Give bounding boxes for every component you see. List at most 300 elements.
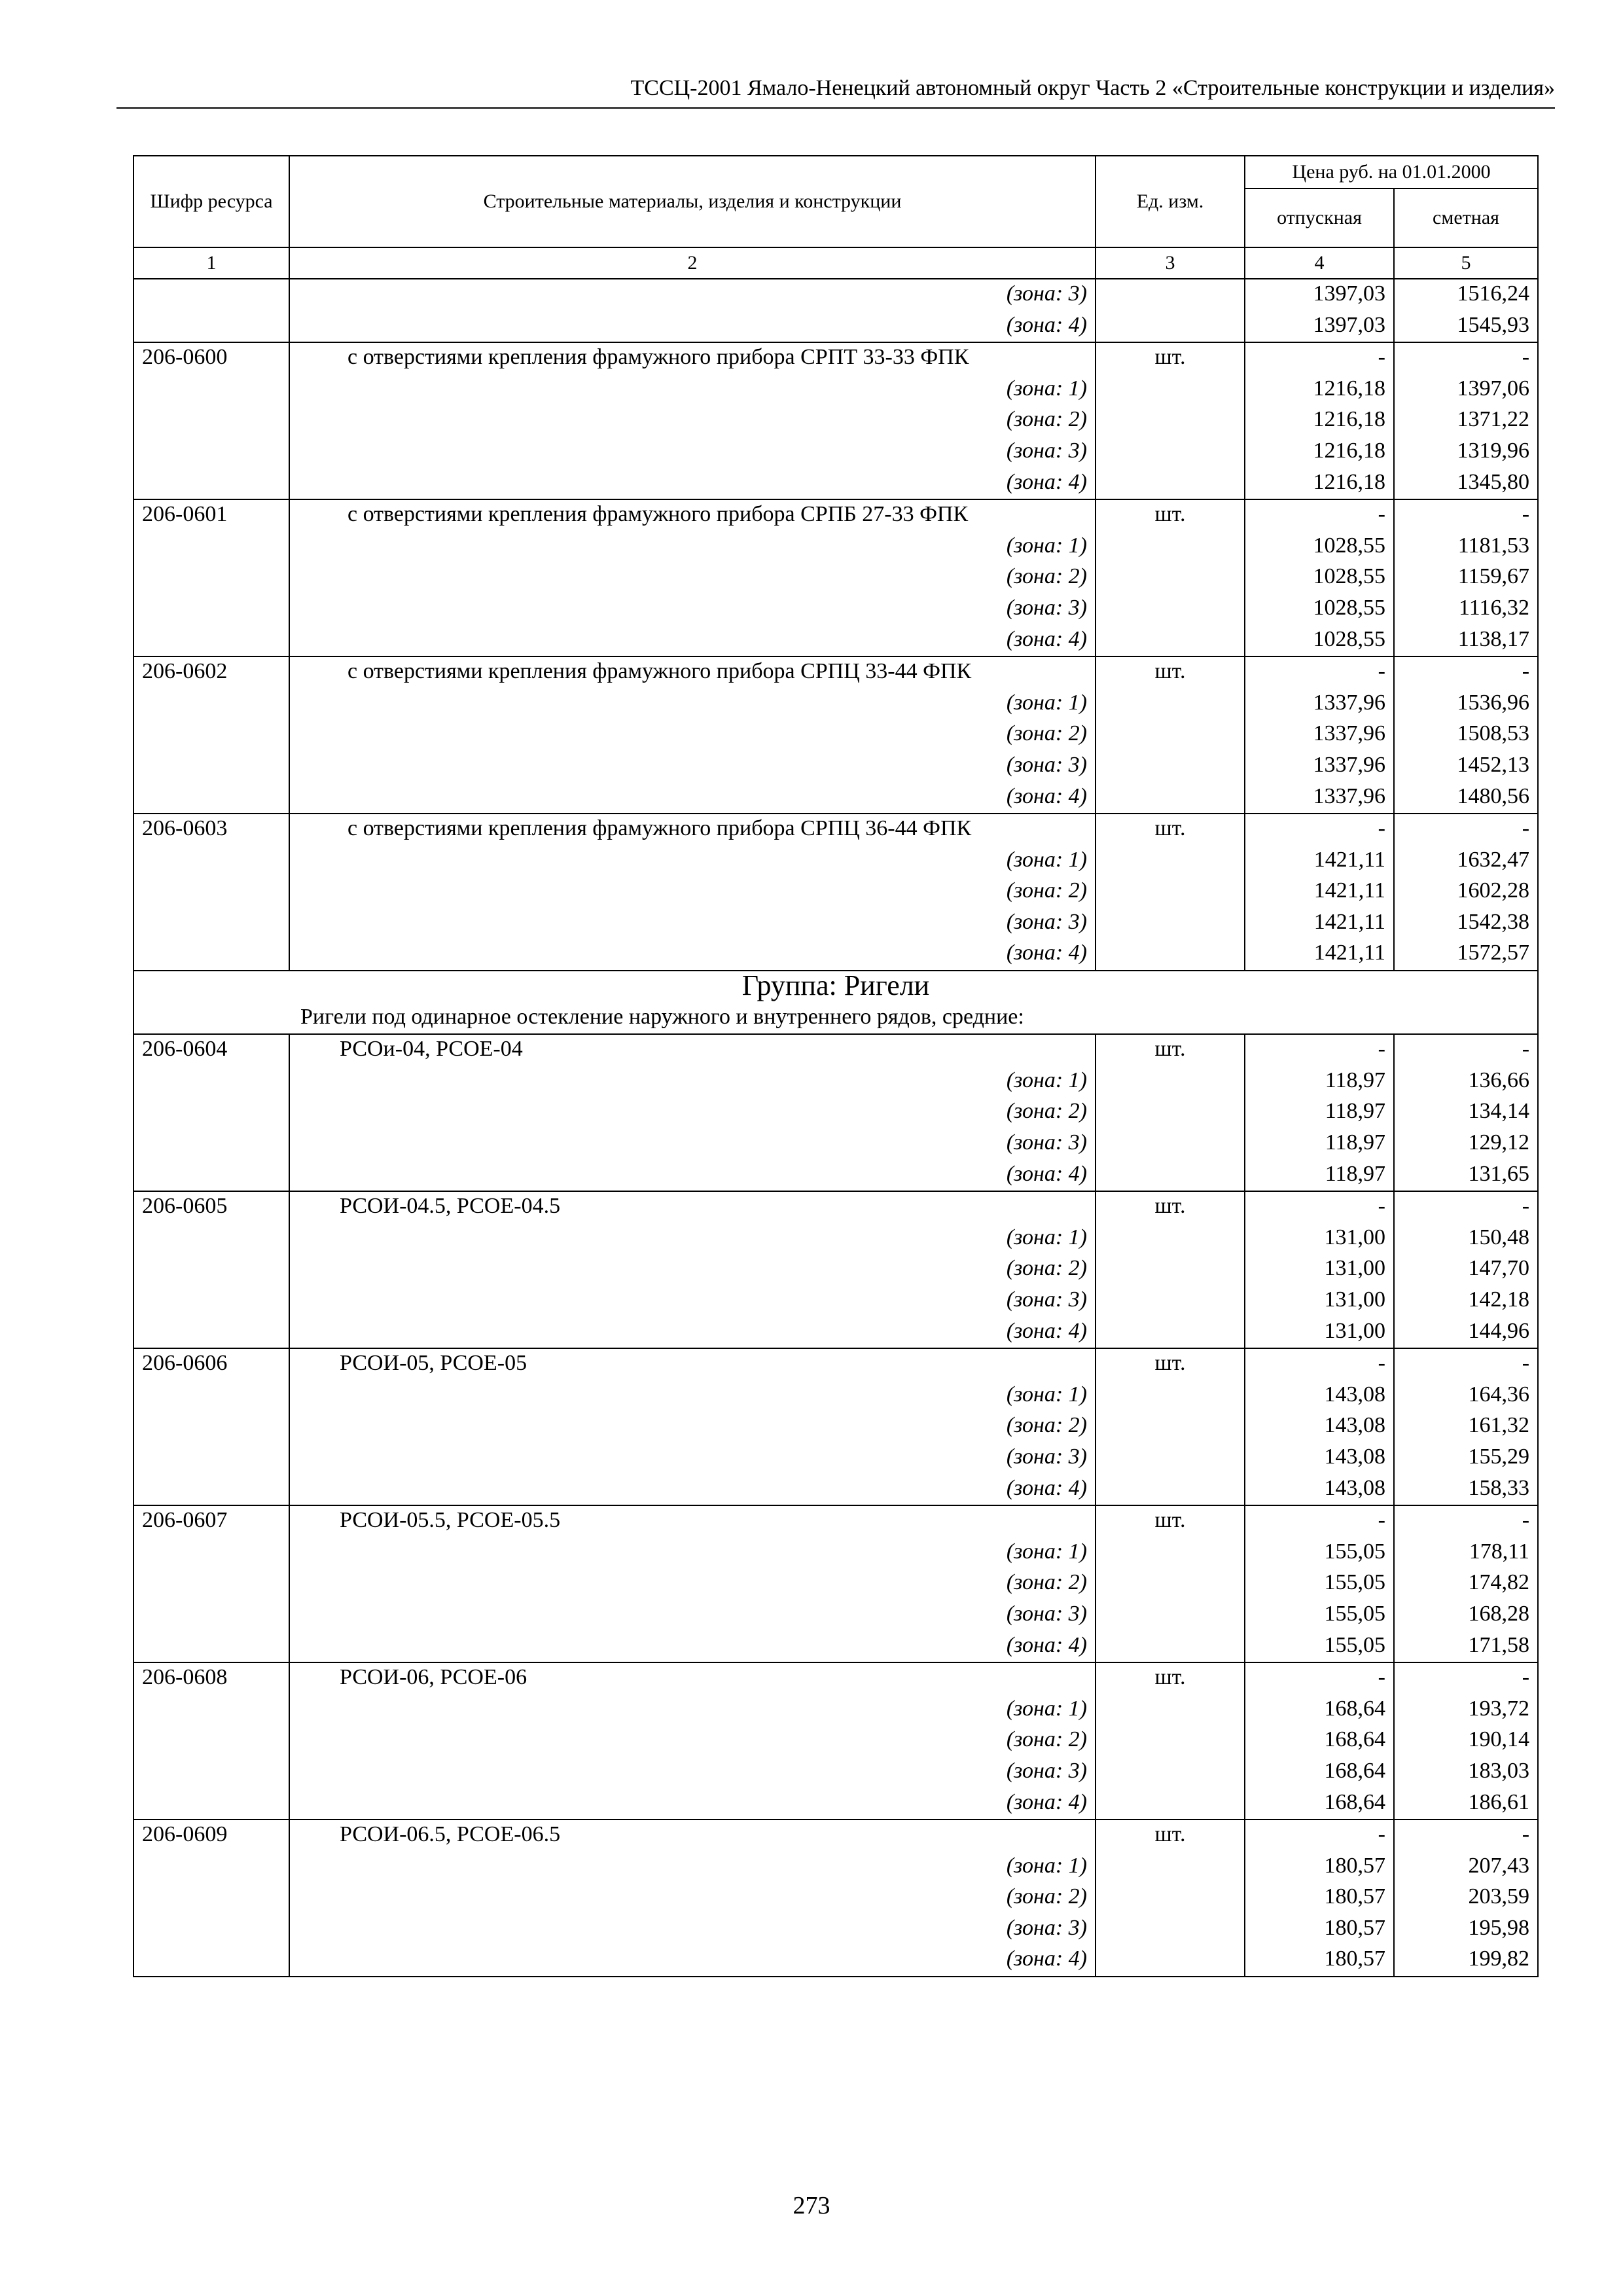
zone-row xyxy=(134,939,1538,971)
unit-cell xyxy=(1096,1852,1245,1883)
estimate-price: - xyxy=(1394,1662,1538,1695)
zone-row xyxy=(134,1474,1538,1506)
release-price: 168,64 xyxy=(1245,1788,1394,1820)
item-name: РСОИ-05.5, РСОЕ-05.5 xyxy=(289,1505,1096,1537)
zone-label: (зона: 3) xyxy=(289,1443,1096,1474)
release-price: - xyxy=(1245,1820,1394,1852)
release-price: 180,57 xyxy=(1245,1882,1394,1914)
unit-cell xyxy=(1096,437,1245,468)
resource-code: 206-0606 xyxy=(134,1348,289,1380)
unit-cell: шт. xyxy=(1096,1820,1245,1852)
unit-cell xyxy=(1096,1254,1245,1285)
estimate-price: 161,32 xyxy=(1394,1411,1538,1443)
unit-cell: шт. xyxy=(1096,1348,1245,1380)
zone-label: (зона: 1) xyxy=(289,1380,1096,1412)
estimate-price: 1572,57 xyxy=(1394,939,1538,971)
zone-row xyxy=(134,689,1538,720)
code-cell xyxy=(134,846,289,877)
code-cell xyxy=(134,1411,289,1443)
zone-label: (зона: 3) xyxy=(289,279,1096,311)
unit-cell xyxy=(1096,1411,1245,1443)
zone-label: (зона: 3) xyxy=(289,437,1096,468)
release-price: 180,57 xyxy=(1245,1945,1394,1977)
code-cell xyxy=(134,1474,289,1506)
zone-label: (зона: 4) xyxy=(289,625,1096,657)
code-cell xyxy=(134,1097,289,1128)
resource-code: 206-0604 xyxy=(134,1034,289,1066)
unit-cell: шт. xyxy=(1096,1505,1245,1537)
estimate-price: 1508,53 xyxy=(1394,719,1538,751)
estimate-price: - xyxy=(1394,656,1538,689)
estimate-price: 174,82 xyxy=(1394,1568,1538,1600)
estimate-price: - xyxy=(1394,1505,1538,1537)
release-price: 180,57 xyxy=(1245,1852,1394,1883)
zone-row xyxy=(134,1600,1538,1631)
estimate-price: 1159,67 xyxy=(1394,562,1538,594)
estimate-price: 1545,93 xyxy=(1394,311,1538,343)
zone-row xyxy=(134,1757,1538,1788)
zone-label: (зона: 3) xyxy=(289,908,1096,939)
release-price: 168,64 xyxy=(1245,1725,1394,1757)
zone-row xyxy=(134,908,1538,939)
code-cell xyxy=(134,468,289,500)
zone-row xyxy=(134,1380,1538,1412)
zone-label: (зона: 3) xyxy=(289,594,1096,625)
release-price: 1337,96 xyxy=(1245,751,1394,782)
zone-row xyxy=(134,876,1538,908)
code-cell xyxy=(134,625,289,657)
zone-row xyxy=(134,1411,1538,1443)
estimate-price: 150,48 xyxy=(1394,1223,1538,1255)
zone-row xyxy=(134,1537,1538,1569)
unit-cell xyxy=(1096,908,1245,939)
zone-row xyxy=(134,1725,1538,1757)
estimate-price: 203,59 xyxy=(1394,1882,1538,1914)
release-price: 1216,18 xyxy=(1245,468,1394,500)
release-price: 1421,11 xyxy=(1245,846,1394,877)
item-name: с отверстиями крепления фрамужного прибора СРПЦ 33-44 ФПК xyxy=(289,656,1096,689)
unit-cell: шт. xyxy=(1096,814,1245,846)
unit-cell xyxy=(1096,1097,1245,1128)
estimate-price: 1602,28 xyxy=(1394,876,1538,908)
unit-cell: шт. xyxy=(1096,1034,1245,1066)
zone-label: (зона: 4) xyxy=(289,1160,1096,1192)
release-price: - xyxy=(1245,656,1394,689)
estimate-price: 147,70 xyxy=(1394,1254,1538,1285)
zone-label: (зона: 3) xyxy=(289,751,1096,782)
code-cell xyxy=(134,1443,289,1474)
release-price: 1421,11 xyxy=(1245,939,1394,971)
unit-cell xyxy=(1096,594,1245,625)
release-price: - xyxy=(1245,1662,1394,1695)
release-price: 1397,03 xyxy=(1245,279,1394,311)
code-cell xyxy=(134,939,289,971)
zone-row xyxy=(134,846,1538,877)
item-name: РСОи-04, РСОЕ-04 xyxy=(289,1034,1096,1066)
table-body-group xyxy=(134,971,1538,1034)
unit-cell xyxy=(1096,1945,1245,1977)
zone-label: (зона: 1) xyxy=(289,374,1096,406)
release-price: 1028,55 xyxy=(1245,625,1394,657)
unit-cell xyxy=(1096,846,1245,877)
code-cell xyxy=(134,311,289,343)
estimate-price: - xyxy=(1394,1191,1538,1223)
unit-cell xyxy=(1096,1695,1245,1726)
release-price: 118,97 xyxy=(1245,1066,1394,1098)
code-cell xyxy=(134,1254,289,1285)
estimate-price: 183,03 xyxy=(1394,1757,1538,1788)
zone-label: (зона: 4) xyxy=(289,311,1096,343)
zone-label: (зона: 1) xyxy=(289,1223,1096,1255)
estimate-price: 1542,38 xyxy=(1394,908,1538,939)
resource-code: 206-0605 xyxy=(134,1191,289,1223)
zone-row xyxy=(134,1695,1538,1726)
page-number: 273 xyxy=(793,2192,830,2219)
zone-row xyxy=(134,437,1538,468)
estimate-price: 144,96 xyxy=(1394,1317,1538,1349)
estimate-price: - xyxy=(1394,342,1538,374)
group-description-row xyxy=(134,1003,1538,1035)
unit-cell xyxy=(1096,1380,1245,1412)
item-row xyxy=(134,814,1538,846)
estimate-price: 1319,96 xyxy=(1394,437,1538,468)
estimate-price: 178,11 xyxy=(1394,1537,1538,1569)
zone-row xyxy=(134,1945,1538,1977)
zone-label: (зона: 1) xyxy=(289,1066,1096,1098)
release-price: 1337,96 xyxy=(1245,689,1394,720)
estimate-price: 136,66 xyxy=(1394,1066,1538,1098)
unit-cell xyxy=(1096,531,1245,563)
header-title: ТССЦ-2001 Ямало-Ненецкий автономный округ Часть 2 «Строительные конструкции и изделия» xyxy=(630,76,1555,100)
code-cell xyxy=(134,1223,289,1255)
release-price: 118,97 xyxy=(1245,1160,1394,1192)
release-price: - xyxy=(1245,342,1394,374)
zone-label: (зона: 4) xyxy=(289,782,1096,814)
release-price: - xyxy=(1245,814,1394,846)
estimate-price: 168,28 xyxy=(1394,1600,1538,1631)
release-price: 155,05 xyxy=(1245,1631,1394,1663)
unit-cell xyxy=(1096,1725,1245,1757)
page-header xyxy=(116,73,1555,109)
zone-row xyxy=(134,1160,1538,1192)
estimate-price: 1138,17 xyxy=(1394,625,1538,657)
code-cell xyxy=(134,1882,289,1914)
item-row xyxy=(134,656,1538,689)
zone-label: (зона: 3) xyxy=(289,1914,1096,1945)
release-price: 1216,18 xyxy=(1245,437,1394,468)
zone-label: (зона: 4) xyxy=(289,1631,1096,1663)
resource-code: 206-0608 xyxy=(134,1662,289,1695)
column-header-estimate: сметная xyxy=(1394,188,1538,247)
zone-row xyxy=(134,468,1538,500)
release-price: 1421,11 xyxy=(1245,908,1394,939)
item-row xyxy=(134,342,1538,374)
code-cell xyxy=(134,1695,289,1726)
resource-code: 206-0602 xyxy=(134,656,289,689)
zone-label: (зона: 2) xyxy=(289,719,1096,751)
estimate-price: - xyxy=(1394,1820,1538,1852)
estimate-price: 158,33 xyxy=(1394,1474,1538,1506)
table-body-frame-devices xyxy=(134,279,1538,971)
unit-cell xyxy=(1096,1600,1245,1631)
zone-row xyxy=(134,1882,1538,1914)
code-cell xyxy=(134,1317,289,1349)
zone-row xyxy=(134,751,1538,782)
release-price: 118,97 xyxy=(1245,1097,1394,1128)
estimate-price: 131,65 xyxy=(1394,1160,1538,1192)
zone-row xyxy=(134,1066,1538,1098)
release-price: 1028,55 xyxy=(1245,531,1394,563)
column-header-name: Строительные материалы, изделия и конструкции xyxy=(289,156,1096,247)
column-header-price-group: Цена руб. на 01.01.2000 xyxy=(1245,156,1538,188)
unit-cell xyxy=(1096,1882,1245,1914)
code-cell xyxy=(134,1568,289,1600)
estimate-price: 164,36 xyxy=(1394,1380,1538,1412)
unit-cell xyxy=(1096,1788,1245,1820)
unit-cell: шт. xyxy=(1096,1662,1245,1695)
unit-cell xyxy=(1096,311,1245,343)
release-price: - xyxy=(1245,499,1394,531)
resource-code: 206-0603 xyxy=(134,814,289,846)
release-price: 131,00 xyxy=(1245,1285,1394,1317)
group-title: Группа: Ригели xyxy=(134,971,1538,1003)
release-price: 131,00 xyxy=(1245,1223,1394,1255)
zone-label: (зона: 4) xyxy=(289,1474,1096,1506)
estimate-price: 155,29 xyxy=(1394,1443,1538,1474)
item-row xyxy=(134,1820,1538,1852)
unit-cell xyxy=(1096,562,1245,594)
release-price: 155,05 xyxy=(1245,1537,1394,1569)
table-body-crossbars xyxy=(134,1034,1538,1977)
code-cell xyxy=(134,531,289,563)
unit-cell: шт. xyxy=(1096,342,1245,374)
estimate-price: - xyxy=(1394,814,1538,846)
group-row xyxy=(134,971,1538,1003)
column-header-code-text: Шифр ресурса xyxy=(150,190,273,212)
zone-row xyxy=(134,279,1538,311)
item-row xyxy=(134,499,1538,531)
resource-code: 206-0601 xyxy=(134,499,289,531)
code-cell xyxy=(134,562,289,594)
release-price: 168,64 xyxy=(1245,1757,1394,1788)
code-cell xyxy=(134,1066,289,1098)
release-price: 1337,96 xyxy=(1245,782,1394,814)
code-cell xyxy=(134,1788,289,1820)
item-name: с отверстиями крепления фрамужного прибора СРПБ 27-33 ФПК xyxy=(289,499,1096,531)
estimate-price: 1632,47 xyxy=(1394,846,1538,877)
item-name: РСОИ-06.5, РСОЕ-06.5 xyxy=(289,1820,1096,1852)
unit-cell xyxy=(1096,1223,1245,1255)
unit-cell xyxy=(1096,876,1245,908)
unit-cell xyxy=(1096,1568,1245,1600)
item-name: с отверстиями крепления фрамужного прибора СРПЦ 36-44 ФПК xyxy=(289,814,1096,846)
code-cell xyxy=(134,594,289,625)
unit-cell xyxy=(1096,1914,1245,1945)
estimate-price: 190,14 xyxy=(1394,1725,1538,1757)
item-name: РСОИ-06, РСОЕ-06 xyxy=(289,1662,1096,1695)
code-cell xyxy=(134,437,289,468)
zone-label: (зона: 2) xyxy=(289,1254,1096,1285)
code-cell xyxy=(134,1725,289,1757)
code-cell xyxy=(134,1600,289,1631)
resource-code: 206-0600 xyxy=(134,342,289,374)
zone-label: (зона: 4) xyxy=(289,1317,1096,1349)
code-cell xyxy=(134,1945,289,1977)
zone-label: (зона: 4) xyxy=(289,939,1096,971)
column-number: 3 xyxy=(1096,247,1245,279)
unit-cell xyxy=(1096,1128,1245,1160)
column-header-unit-text: Ед. изм. xyxy=(1136,190,1204,212)
estimate-price: 1397,06 xyxy=(1394,374,1538,406)
column-number: 2 xyxy=(289,247,1096,279)
unit-cell xyxy=(1096,1757,1245,1788)
zone-row xyxy=(134,1568,1538,1600)
estimate-price: 1536,96 xyxy=(1394,689,1538,720)
item-name: с отверстиями крепления фрамужного прибора СРПТ 33-33 ФПК xyxy=(289,342,1096,374)
zone-label: (зона: 4) xyxy=(289,1945,1096,1977)
estimate-price: 142,18 xyxy=(1394,1285,1538,1317)
estimate-price: 129,12 xyxy=(1394,1128,1538,1160)
unit-cell: шт. xyxy=(1096,1191,1245,1223)
release-price: 1421,11 xyxy=(1245,876,1394,908)
zone-label: (зона: 1) xyxy=(289,1695,1096,1726)
estimate-price: - xyxy=(1394,1348,1538,1380)
zone-label: (зона: 2) xyxy=(289,405,1096,437)
column-header-unit xyxy=(1096,156,1245,247)
column-number: 4 xyxy=(1245,247,1394,279)
zone-label: (зона: 3) xyxy=(289,1600,1096,1631)
column-header-release: отпускная xyxy=(1245,188,1394,247)
estimate-price: 1516,24 xyxy=(1394,279,1538,311)
release-price: - xyxy=(1245,1034,1394,1066)
zone-row xyxy=(134,719,1538,751)
estimate-price: 186,61 xyxy=(1394,1788,1538,1820)
estimate-price: 193,72 xyxy=(1394,1695,1538,1726)
zone-row xyxy=(134,1443,1538,1474)
release-price: 180,57 xyxy=(1245,1914,1394,1945)
estimate-price: 199,82 xyxy=(1394,1945,1538,1977)
release-price: 143,08 xyxy=(1245,1380,1394,1412)
zone-row xyxy=(134,1097,1538,1128)
resource-code: 206-0607 xyxy=(134,1505,289,1537)
zone-label: (зона: 2) xyxy=(289,1568,1096,1600)
release-price: 1216,18 xyxy=(1245,405,1394,437)
item-name: РСОИ-05, РСОЕ-05 xyxy=(289,1348,1096,1380)
price-table xyxy=(133,155,1539,1977)
release-price: 143,08 xyxy=(1245,1474,1394,1506)
code-cell xyxy=(134,1914,289,1945)
code-cell xyxy=(134,751,289,782)
zone-row xyxy=(134,562,1538,594)
estimate-price: 1480,56 xyxy=(1394,782,1538,814)
code-cell xyxy=(134,719,289,751)
release-price: 1028,55 xyxy=(1245,562,1394,594)
estimate-price: - xyxy=(1394,499,1538,531)
zone-label: (зона: 2) xyxy=(289,1725,1096,1757)
unit-cell xyxy=(1096,1474,1245,1506)
unit-cell xyxy=(1096,1537,1245,1569)
zone-label: (зона: 1) xyxy=(289,1852,1096,1883)
estimate-price: 195,98 xyxy=(1394,1914,1538,1945)
estimate-price: 1116,32 xyxy=(1394,594,1538,625)
release-price: 143,08 xyxy=(1245,1443,1394,1474)
release-price: - xyxy=(1245,1191,1394,1223)
zone-row xyxy=(134,1852,1538,1883)
zone-label: (зона: 3) xyxy=(289,1285,1096,1317)
release-price: - xyxy=(1245,1348,1394,1380)
unit-cell xyxy=(1096,1443,1245,1474)
item-row xyxy=(134,1505,1538,1537)
zone-row xyxy=(134,782,1538,814)
zone-row xyxy=(134,531,1538,563)
code-cell xyxy=(134,279,289,311)
estimate-price: 207,43 xyxy=(1394,1852,1538,1883)
estimate-price: 171,58 xyxy=(1394,1631,1538,1663)
zone-label: (зона: 2) xyxy=(289,1097,1096,1128)
unit-cell xyxy=(1096,468,1245,500)
unit-cell xyxy=(1096,719,1245,751)
release-price: 1028,55 xyxy=(1245,594,1394,625)
zone-label: (зона: 3) xyxy=(289,1128,1096,1160)
resource-code: 206-0609 xyxy=(134,1820,289,1852)
release-price: 1216,18 xyxy=(1245,374,1394,406)
unit-cell xyxy=(1096,1317,1245,1349)
unit-cell xyxy=(1096,1160,1245,1192)
zone-label: (зона: 2) xyxy=(289,562,1096,594)
code-cell xyxy=(134,908,289,939)
estimate-price: 134,14 xyxy=(1394,1097,1538,1128)
estimate-price: 1452,13 xyxy=(1394,751,1538,782)
zone-row xyxy=(134,1914,1538,1945)
release-price: 168,64 xyxy=(1245,1695,1394,1726)
unit-cell xyxy=(1096,1631,1245,1663)
zone-row xyxy=(134,374,1538,406)
estimate-price: 1371,22 xyxy=(1394,405,1538,437)
zone-label: (зона: 4) xyxy=(289,468,1096,500)
code-cell xyxy=(134,1285,289,1317)
item-row xyxy=(134,1662,1538,1695)
code-cell xyxy=(134,374,289,406)
code-cell xyxy=(134,1128,289,1160)
unit-cell xyxy=(1096,939,1245,971)
zone-label: (зона: 2) xyxy=(289,876,1096,908)
zone-label: (зона: 1) xyxy=(289,531,1096,563)
unit-cell xyxy=(1096,1285,1245,1317)
unit-cell xyxy=(1096,751,1245,782)
zone-label: (зона: 2) xyxy=(289,1411,1096,1443)
item-name: РСОИ-04.5, РСОЕ-04.5 xyxy=(289,1191,1096,1223)
zone-row xyxy=(134,625,1538,657)
code-cell xyxy=(134,1380,289,1412)
zone-row xyxy=(134,594,1538,625)
item-row xyxy=(134,1034,1538,1066)
estimate-price: 1345,80 xyxy=(1394,468,1538,500)
column-number: 5 xyxy=(1394,247,1538,279)
item-row xyxy=(134,1348,1538,1380)
zone-label: (зона: 3) xyxy=(289,1757,1096,1788)
zone-row xyxy=(134,1631,1538,1663)
unit-cell xyxy=(1096,1066,1245,1098)
release-price: 1337,96 xyxy=(1245,719,1394,751)
unit-cell xyxy=(1096,782,1245,814)
zone-row xyxy=(134,1128,1538,1160)
zone-row xyxy=(134,1254,1538,1285)
zone-label: (зона: 1) xyxy=(289,846,1096,877)
release-price: 131,00 xyxy=(1245,1254,1394,1285)
code-cell xyxy=(134,1537,289,1569)
unit-cell xyxy=(1096,374,1245,406)
unit-cell xyxy=(1096,405,1245,437)
